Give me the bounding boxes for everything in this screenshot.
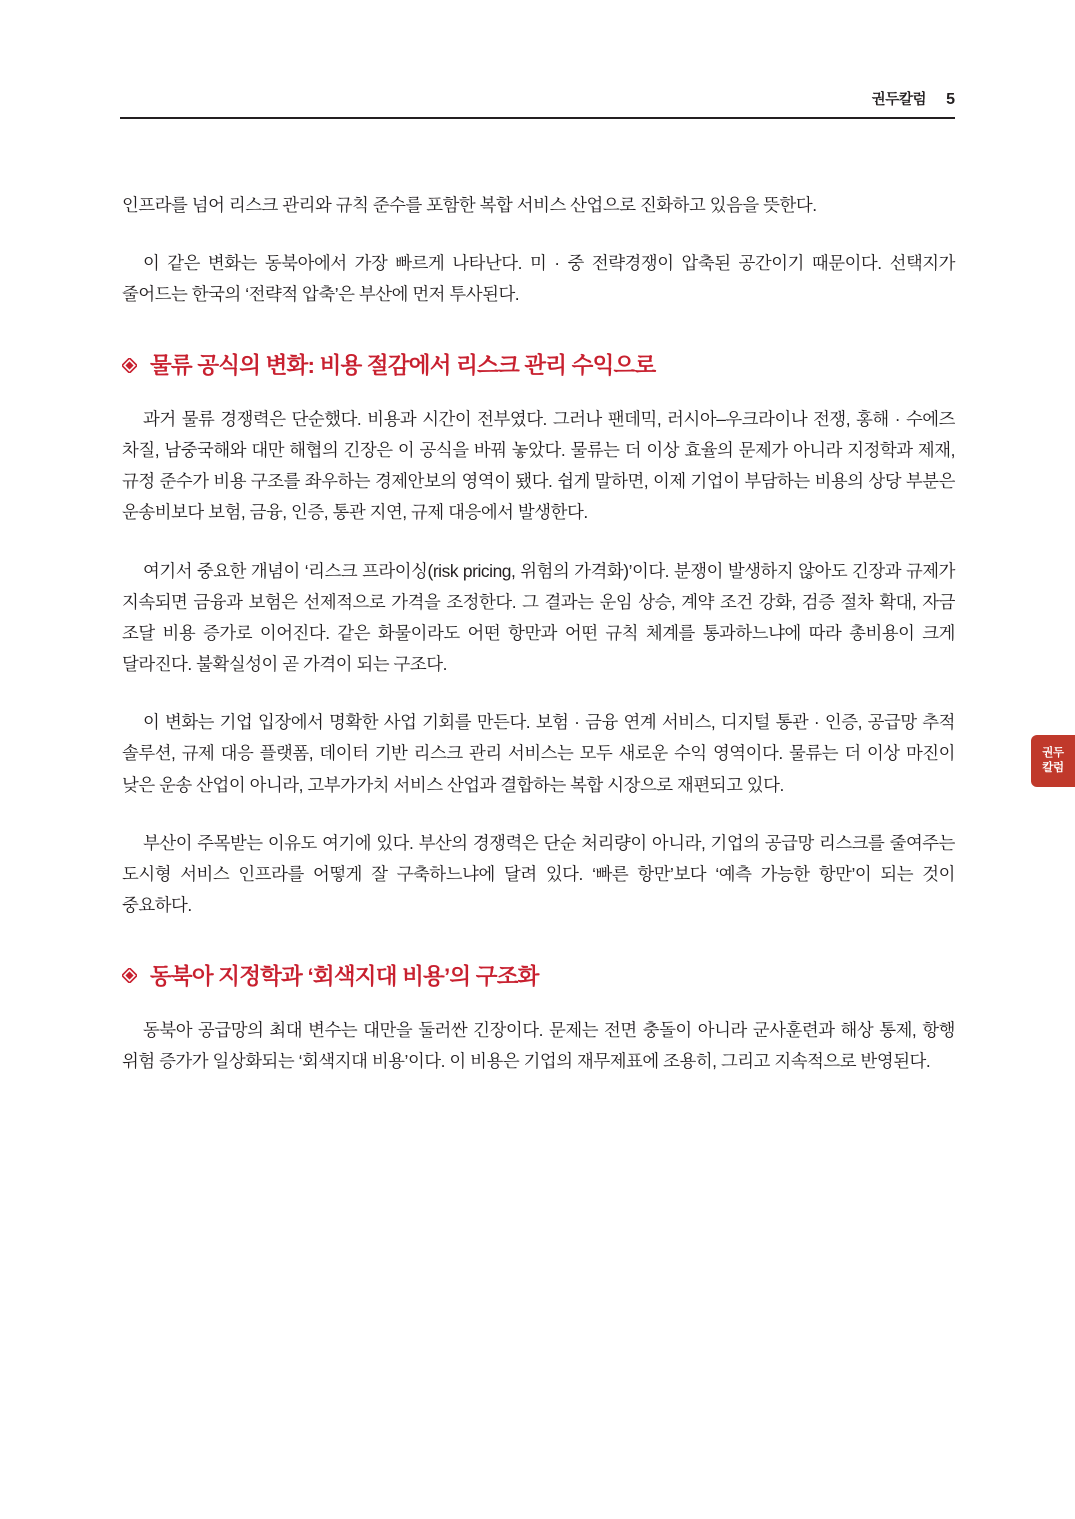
section-heading-1 [122,350,955,382]
paragraph: 동북아 공급망의 최대 변수는 대만을 둘러싼 긴장이다. 문제는 전면 충돌이 아니라 군사훈련과 해상 통제, 항행 위험 증가가 일상화되는 ‘회색지대 비용’이다. 이 비용은 기업의 재무제표에 조용히, 그리고 지속적으로 반영된다. [122,1019,955,1071]
diamond-bullet-icon [122,968,137,983]
section-heading-2-text: 동북아 지정학과 ‘회색지대 비용’의 구조화 [150,964,539,990]
paragraph: 과거 물류 경쟁력은 단순했다. 비용과 시간이 전부였다. 그러나 팬데믹, 러시아–우크라이나 전쟁, 홍해 · 수에즈 차질, 남중국해와 대만 해협의 긴장은 이 공식을 바꿔 놓았다. 물류는 더 이상 효율의 문제가 아니라 지정학과 제재, 규정 준수가 비용 구조를 좌우하는 경제안보의 영역이 됐다. 쉽게 말하면, 이제 기업이 부담하는 비용의 상당 부분은 운송비보다 보험, 금융, 인증, 통관 지연, 규제 대응에서 발생한다. [122,408,955,523]
article-body [122,190,955,1077]
header-section-label: 권두칼럼 [871,92,927,108]
header-divider [120,117,955,119]
side-tab-line-1: 권두 [1042,747,1064,760]
paragraph: 여기서 중요한 개념이 ‘리스크 프라이싱(risk pricing, 위험의 가격화)’이다. 분쟁이 발생하지 않아도 긴장과 규제가 지속되면 금융과 보험은 선제적으로 가격을 조정한다. 그 결과는 운임 상승, 계약 조건 강화, 검증 절차 확대, 자금 조달 비용 증가로 이어진다. 같은 화물이라도 어떤 항만과 어떤 규칙 체계를 통과하느냐에 따라 총비용이 크게 달라진다. 불확실성이 곧 가격이 되는 구조다. [122,560,955,675]
section-heading-1-text: 물류 공식의 변화: 비용 절감에서 리스크 관리 수익으로 [150,353,656,379]
paragraph: 인프라를 넘어 리스크 관리와 규칙 준수를 포함한 복합 서비스 산업으로 진화하고 있음을 뜻한다. [122,195,817,215]
paragraph: 이 같은 변화는 동북아에서 가장 빠르게 나타난다. 미 · 중 전략경쟁이 압축된 공간이기 때문이다. 선택지가 줄어드는 한국의 ‘전략적 압축’은 부산에 먼저 투사된다. [122,253,955,305]
page-header [872,88,955,109]
paragraph: 부산이 주목받는 이유도 여기에 있다. 부산의 경쟁력은 단순 처리량이 아니라, 기업의 공급망 리스크를 줄여주는 도시형 서비스 인프라를 어떻게 잘 구축하느냐에 달려 있다. ‘빠른 항만’보다 ‘예측 가능한 항만’이 되는 것이 중요하다. [122,832,955,915]
paragraph: 이 변화는 기업 입장에서 명확한 사업 기회를 만든다. 보험 · 금융 연계 서비스, 디지털 통관 · 인증, 공급망 추적 솔루션, 규제 대응 플랫폼, 데이터 기반 리스크 관리 서비스는 모두 새로운 수익 영역이다. 물류는 더 이상 마진이 낮은 운송 산업이 아니라, 고부가가치 서비스 산업과 결합하는 복합 시장으로 재편되고 있다. [122,712,955,795]
page-number: 5 [946,91,955,108]
diamond-bullet-icon [122,358,137,373]
section-heading-2 [122,961,955,993]
side-tab-section-marker [1031,735,1075,787]
side-tab-line-2: 칼럼 [1042,762,1064,774]
